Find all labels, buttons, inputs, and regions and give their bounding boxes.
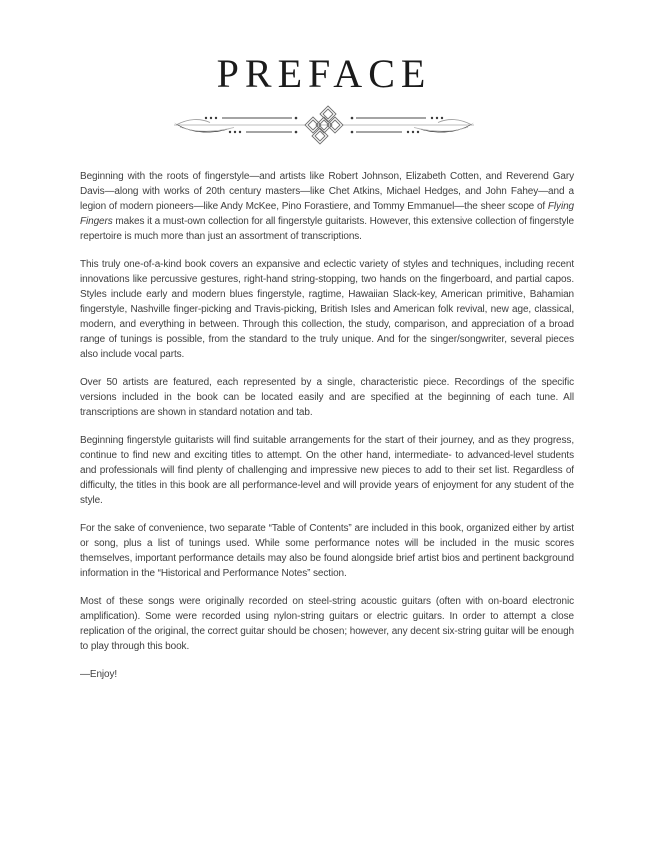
signoff: —Enjoy! xyxy=(80,669,118,680)
page-title: PREFACE xyxy=(216,51,432,96)
celtic-knot-divider-icon xyxy=(172,101,476,149)
paragraph-text: Beginning fingerstyle guitarists will find suitable arrangements for the start of their journey, and as they progress, continue to find new and exciting titles to attempt. On the other hand, intermediate- to advanced-level students and professionals will find plenty of challenging and impressive new pieces to add to their set list. Regardless of difficulty, the titles in this book are all performance-level and will provide years of enjoyment for any student of the style. xyxy=(80,435,574,506)
paragraph xyxy=(80,433,574,508)
paragraph xyxy=(80,169,574,244)
paragraph-text: Over 50 artists are featured, each represented by a single, characteristic piece. Recordings of the specific versions included in the book can be located easily and are specified at the beginning of each tune. All transcriptions are shown in standard notation and tab. xyxy=(80,377,574,418)
divider-ornament xyxy=(172,101,476,149)
paragraph-text: makes it a must-own collection for all fingerstyle guitarists. However, this extensive collection of fingerstyle repertoire is much more than just an assortment of transcriptions. xyxy=(80,216,574,242)
paragraph-text: For the sake of convenience, two separate “Table of Contents” are included in this book, organized either by artist or song, plus a list of tunings used. While some performance notes will be included in the music scores themselves, important performance details may also be found alongside brief artist bios and pertinent background information in the “Historical and Performance Notes” section. xyxy=(80,523,574,579)
paragraph xyxy=(80,257,574,362)
paragraph-text: This truly one-of-a-kind book covers an expansive and eclectic variety of styles and techniques, including recent innovations like percussive gestures, right-hand string-stopping, two hands on the fingerboard, and partial capos. Styles include early and modern blues fingerstyle, ragtime, Hawaiian Slack-key, American primitive, Bahamian fingerstyle, Nashville finger-picking and Travis-picking, British Isles and American folk revival, new age, classical, modern, and everything in between. Through this collection, the study, comparison, and appreciation of a broad range of tunings is possible, from the standard to the truly unique. And for the singer/songwriter, several pieces also include vocal parts. xyxy=(80,259,574,360)
paragraph-text: Most of these songs were originally recorded on steel-string acoustic guitars (often with on-board electronic amplification). Some were recorded using nylon-string guitars or electric guitars. In order to attempt a close replication of the original, the correct guitar should be chosen; however, any decent six-string guitar will be enough to play through this book. xyxy=(80,596,574,652)
paragraph-text: Beginning with the roots of fingerstyle—and artists like Robert Johnson, Elizabeth Cotten, and Reverend Gary Davis—along with works of 20th century masters—like Chet Atkins, Michael Hedges, and John Fahey—and a legion of modern pioneers—like Andy McKee, Pino Forastiere, and Tommy Emmanuel—the sheer scope of xyxy=(80,171,574,212)
paragraph xyxy=(80,375,574,420)
paragraph xyxy=(80,521,574,581)
paragraph xyxy=(80,594,574,654)
preface-body xyxy=(80,169,574,682)
book-title-italic: Flying Fingers xyxy=(80,201,574,227)
